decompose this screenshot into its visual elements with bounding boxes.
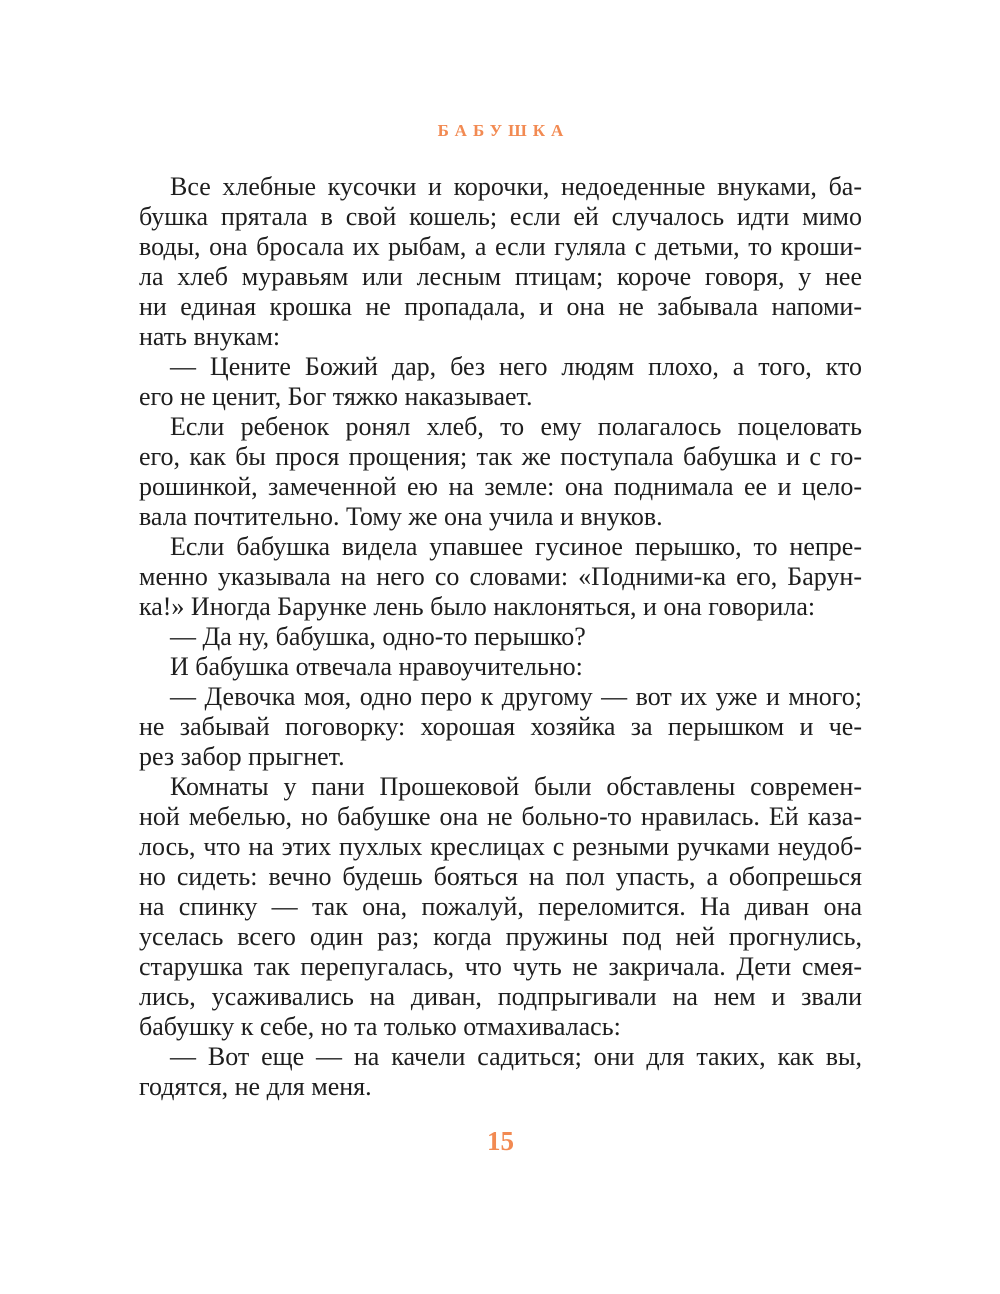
text-line: его, как бы прося прощения; так же поступала бабушка и с го- <box>139 442 862 471</box>
text-line: И бабушка отвечала нравоучительно: <box>170 652 583 681</box>
paragraph <box>139 352 862 412</box>
text-line: ла хлеб муравьям или лесным птицам; короче говоря, у нее <box>139 262 862 291</box>
paragraph <box>139 1042 862 1102</box>
paragraph <box>139 682 862 772</box>
text-line: — Цените Божий дар, без него людям плохо, а того, кто <box>170 352 862 381</box>
text-line: ни единая крошка не пропадала, и она не забывала напоми- <box>139 292 862 321</box>
text-line: — Девочка моя, одно перо к другому — вот их уже и много; <box>170 682 862 711</box>
paragraph <box>139 622 862 652</box>
text-line: ной мебелью, но бабушке она не больно-то нравилась. Ей каза- <box>139 802 862 831</box>
page-body <box>139 172 862 1102</box>
text-line: нать внукам: <box>139 322 281 351</box>
text-line: Если ребенок ронял хлеб, то ему полагалось поцеловать <box>170 412 862 441</box>
text-line: воды, она бросала их рыбам, а если гуляла с детьми, то кроши- <box>139 232 862 261</box>
text-line: уселась всего один раз; когда пружины под ней прогнулись, <box>139 922 862 951</box>
paragraph <box>139 172 862 352</box>
text-line: Комнаты у пани Прошековой были обставлены современ- <box>170 772 862 801</box>
text-line: бабушку к себе, но та только отмахивалась: <box>139 1012 621 1041</box>
paragraph <box>139 772 862 1042</box>
text-line: лись, усаживались на диван, подпрыгивали на нем и звали <box>139 982 862 1011</box>
text-line: вала почтительно. Тому же она учила и внуков. <box>139 502 663 531</box>
running-header: БАБУШКА <box>437 121 570 140</box>
paragraph <box>139 412 862 532</box>
text-line: рошинкой, замеченной ею на земле: она поднимала ее и цело- <box>139 472 862 501</box>
text-line: старушка так перепугалась, что чуть не закричала. Дети смея- <box>139 952 862 981</box>
text-line: — Да ну, бабушка, одно-то перышко? <box>170 622 586 651</box>
page-number: 15 <box>487 1126 514 1156</box>
text-line: — Вот еще — на качели садиться; они для таких, как вы, <box>170 1042 862 1071</box>
paragraph <box>139 532 862 622</box>
text-line: но сидеть: вечно будешь бояться на пол упасть, а обопрешься <box>139 862 862 891</box>
text-line: лось, что на этих пухлых креслицах с резными ручками неудоб- <box>139 832 862 861</box>
text-line: его не ценит, Бог тяжко наказывает. <box>139 382 533 411</box>
text-line: годятся, не для меня. <box>139 1072 372 1101</box>
text-line: бушка прятала в свой кошель; если ей случалось идти мимо <box>139 202 862 231</box>
text-line: ка!» Иногда Барунке лень было наклоняться, и она говорила: <box>139 592 816 621</box>
paragraph <box>139 652 862 682</box>
text-line: Все хлебные кусочки и корочки, недоеденные внуками, ба- <box>170 172 862 201</box>
text-line: на спинку — так она, пожалуй, переломится. На диван она <box>139 892 862 921</box>
text-line: менно указывала на него со словами: «Подними-ка его, Барун- <box>139 562 862 591</box>
text-line: рез забор прыгнет. <box>139 742 345 771</box>
text-line: Если бабушка видела упавшее гусиное перышко, то непре- <box>170 532 862 561</box>
text-line: не забывай поговорку: хорошая хозяйка за перышком и че- <box>139 712 862 741</box>
